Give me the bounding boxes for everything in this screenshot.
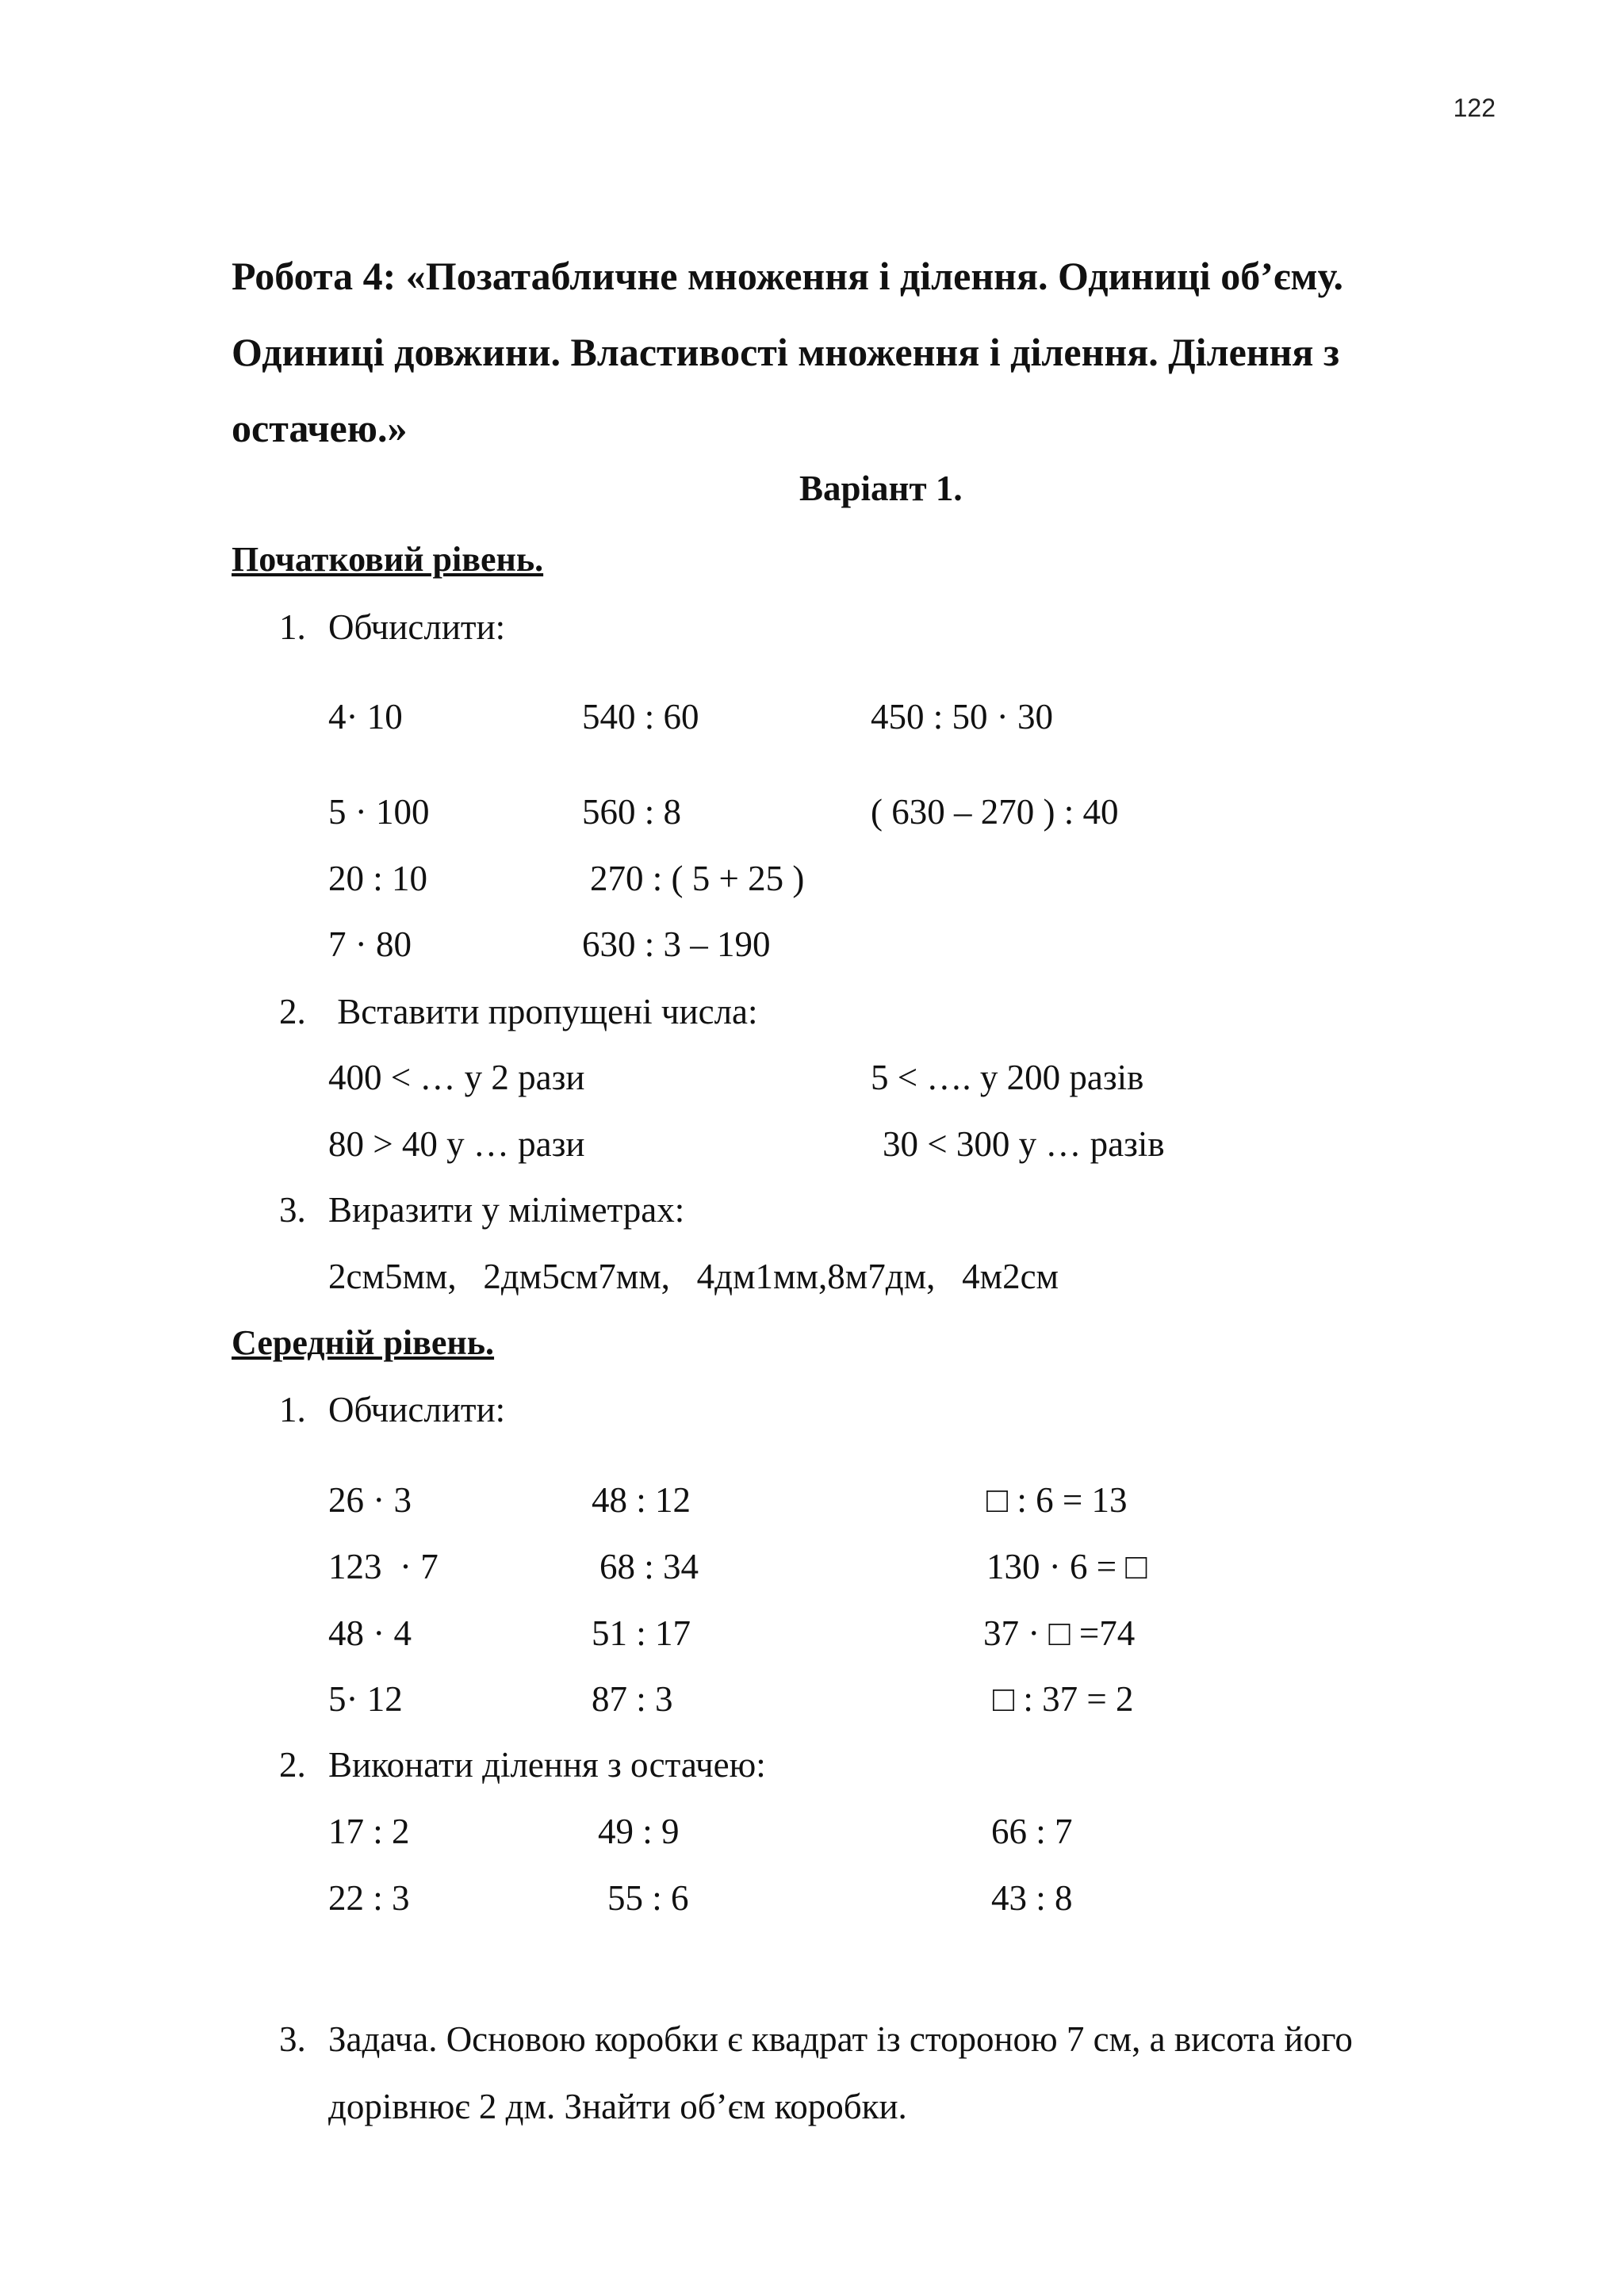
expression-cell: 5· 12 <box>328 1679 403 1719</box>
expression-cell: 450 : 50 · 30 <box>871 697 1053 737</box>
task-number: 3. <box>279 1190 306 1230</box>
expression-cell: 26 · 3 <box>328 1480 412 1520</box>
initial-task-3 <box>279 1189 684 1230</box>
task-label: Обчислити: <box>328 1390 506 1429</box>
inequality-cell: 400 < … у 2 рази <box>328 1058 585 1097</box>
title-line-1: Робота 4: «Позатабличне множення і ділення. Одиниці об’єму. <box>232 254 1344 298</box>
task-number: 2. <box>279 992 306 1031</box>
title-line-2: Одиниці довжини. Властивості множення і ділення. Ділення з <box>232 330 1340 374</box>
task-label: Вставити пропущені числа: <box>328 992 758 1031</box>
expression-cell: 7 · 80 <box>328 924 412 964</box>
expression-cell: 20 : 10 <box>328 859 428 898</box>
expression-cell: □ : 6 = 13 <box>986 1480 1128 1520</box>
initial-task-1 <box>279 607 505 648</box>
expression-cell: 560 : 8 <box>582 792 682 832</box>
units-list: 2см5мм, 2дм5см7мм, 4дм1мм,8м7дм, 4м2см <box>328 1257 1059 1296</box>
expression-cell: 51 : 17 <box>592 1613 691 1653</box>
problem-line-1: Задача. Основою коробки є квадрат із стороною 7 см, а висота його <box>328 2019 1353 2059</box>
expression-cell: 87 : 3 <box>592 1679 673 1719</box>
task-number: 1. <box>279 607 306 647</box>
page-number: 122 <box>1453 94 1496 122</box>
title-line-3: остачею.» <box>232 406 408 450</box>
expression-cell: 68 : 34 <box>599 1547 699 1586</box>
expression-cell: ( 630 – 270 ) : 40 <box>871 792 1119 832</box>
page-title <box>232 238 1500 466</box>
expression-cell: 5 · 100 <box>328 792 430 832</box>
problem-line-2: дорівнює 2 дм. Знайти об’єм коробки. <box>328 2087 907 2126</box>
variant-label: Варіант 1. <box>799 469 963 508</box>
inequality-cell: 80 > 40 у … рази <box>328 1124 585 1164</box>
inequality-cell: 30 < 300 у … разів <box>883 1124 1165 1164</box>
task-label: Виразити у міліметрах: <box>328 1190 685 1230</box>
division-cell: 49 : 9 <box>598 1812 680 1851</box>
initial-level-heading: Початковий рівень. <box>232 540 544 579</box>
expression-cell: 630 : 3 – 190 <box>582 924 771 964</box>
expression-cell: 130 · 6 = □ <box>986 1547 1147 1586</box>
inequality-cell: 5 < …. у 200 разів <box>871 1058 1144 1097</box>
initial-task-2 <box>279 991 758 1032</box>
expression-cell: 123 · 7 <box>328 1547 439 1586</box>
middle-task-2 <box>279 1744 766 1785</box>
expression-cell: 4· 10 <box>328 697 403 737</box>
expression-cell: 270 : ( 5 + 25 ) <box>590 859 805 898</box>
task-label: Обчислити: <box>328 607 506 647</box>
expression-cell: 48 : 12 <box>592 1480 691 1520</box>
expression-cell: 37 · □ =74 <box>983 1613 1136 1653</box>
division-cell: 66 : 7 <box>991 1812 1073 1851</box>
task-label: Виконати ділення з остачею: <box>328 1745 766 1785</box>
middle-task-1 <box>279 1389 505 1430</box>
task-number: 2. <box>279 1745 306 1785</box>
middle-level-heading: Середній рівень. <box>232 1323 495 1362</box>
division-cell: 17 : 2 <box>328 1812 410 1851</box>
division-cell: 43 : 8 <box>991 1878 1073 1918</box>
task-number: 3. <box>279 2019 306 2059</box>
expression-cell: 48 · 4 <box>328 1613 412 1653</box>
division-cell: 22 : 3 <box>328 1878 410 1918</box>
division-cell: 55 : 6 <box>607 1878 689 1918</box>
middle-task-3 <box>279 2006 1516 2141</box>
expression-cell: 540 : 60 <box>582 697 699 737</box>
expression-cell: □ : 37 = 2 <box>993 1679 1134 1719</box>
task-number: 1. <box>279 1390 306 1429</box>
